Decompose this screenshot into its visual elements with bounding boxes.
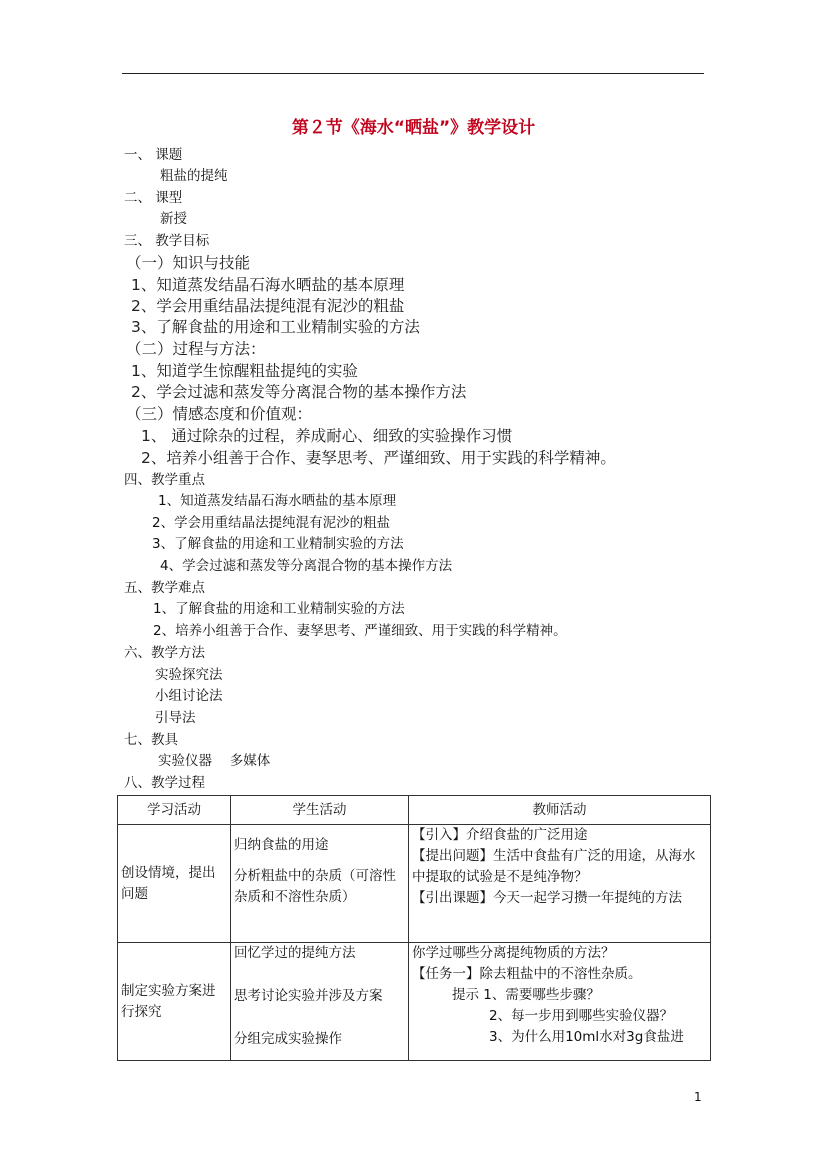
section-1-body: 粗盐的提纯 [160, 168, 228, 184]
section-5-heading: 五、教学难点 [124, 580, 205, 596]
keypoint-item: 3、了解食盐的用途和工业精制实验的方法 [152, 536, 404, 552]
goal-line: 2、培养小组善于合作、妻孥思考、严谨细致、用于实践的科学精神。 [141, 449, 616, 467]
teacher-line: 3、为什么用10ml水对3g食盐进 [489, 1029, 684, 1045]
tools-line: 实验仪器 多媒体 [158, 753, 271, 769]
goal-line: 1、知道学生惊醒粗盐提纯的实验 [131, 362, 358, 380]
student-line: 思考讨论实验并涉及方案 [234, 988, 383, 1004]
goal-line: （三）情感态度和价值观： [126, 405, 313, 423]
teacher-line: 【引入】介绍食盐的广泛用途 [412, 827, 588, 843]
table-row [118, 825, 711, 943]
table-row [118, 943, 711, 1061]
goal-line: 1、知道蒸发结晶石海水晒盐的基本原理 [131, 276, 405, 294]
keypoint-item: 4、学会过滤和蒸发等分离混合物的基本操作方法 [160, 558, 453, 574]
student-cell [231, 825, 409, 943]
page-number: 1 [694, 1090, 702, 1104]
goal-line: （二）过程与方法： [126, 340, 266, 358]
section-2-heading: 二、 课型 [124, 190, 183, 206]
table-header-row [118, 796, 711, 825]
teacher-line: 2、每一步用到哪些实验仪器？ [489, 1008, 674, 1024]
goal-line: （一）知识与技能 [126, 254, 251, 272]
section-2-body: 新授 [160, 211, 187, 227]
section-4-heading: 四、教学重点 [124, 472, 205, 488]
page-title: 第２节《海水“晒盐”》教学设计 [291, 118, 536, 138]
keypoint-item: 1、知道蒸发结晶石海水晒盐的基本原理 [158, 493, 397, 509]
teacher-cell [409, 825, 711, 943]
section-1-heading: 一、 课题 [124, 147, 183, 163]
activity-cell: 制定实验方案进行探究 [118, 943, 231, 1061]
section-8-heading: 八、教学过程 [124, 775, 205, 791]
goal-line: 3、了解食盐的用途和工业精制实验的方法 [131, 318, 420, 336]
goal-line: 2、学会用重结晶法提纯混有泥沙的粗盐 [131, 297, 405, 315]
teacher-line: 提示 1、需要哪些步骤？ [452, 987, 600, 1003]
student-line: 归纳食盐的用途 [234, 837, 329, 853]
activity-cell: 创设情境，提出问题 [118, 825, 231, 943]
top-rule [122, 73, 704, 74]
student-cell [231, 943, 409, 1061]
difficulty-item: 2、培养小组善于合作、妻孥思考、严谨细致、用于实践的科学精神。 [153, 623, 567, 639]
section-7-heading: 七、教具 [124, 732, 178, 748]
method-item: 引导法 [155, 710, 196, 726]
student-line: 分析粗盐中的杂质（可溶性杂质和不溶性杂质） [234, 868, 396, 905]
header-teacher: 教师活动 [409, 796, 711, 825]
section-3-heading: 三、 教学目标 [124, 233, 210, 249]
teacher-line: 【提出问题】生活中食盐有广泛的用途，从海水中提取的试验是不是纯净物？ [412, 848, 696, 885]
teacher-line: 【引出课题】今天一起学习攒一年提纯的方法 [412, 890, 682, 906]
student-line: 回忆学过的提纯方法 [234, 945, 356, 961]
teacher-line: 你学过哪些分离提纯物质的方法？ [412, 945, 615, 961]
header-student: 学生活动 [231, 796, 409, 825]
difficulty-item: 1、了解食盐的用途和工业精制实验的方法 [153, 601, 405, 617]
teacher-line: 【任务一】除去粗盐中的不溶性杂质。 [412, 966, 642, 982]
method-item: 实验探究法 [155, 667, 223, 683]
student-line: 分组完成实验操作 [234, 1031, 342, 1047]
goal-line: 1、 通过除杂的过程，养成耐心、细致的实验操作习惯 [141, 427, 513, 445]
keypoint-item: 2、学会用重结晶法提纯混有泥沙的粗盐 [152, 515, 391, 531]
teaching-process-table [117, 795, 711, 1061]
section-6-heading: 六、教学方法 [124, 645, 205, 661]
teacher-cell [409, 943, 711, 1061]
goal-line: 2、学会过滤和蒸发等分离混合物的基本操作方法 [131, 383, 467, 401]
method-item: 小组讨论法 [155, 688, 223, 704]
header-activity: 学习活动 [118, 796, 231, 825]
